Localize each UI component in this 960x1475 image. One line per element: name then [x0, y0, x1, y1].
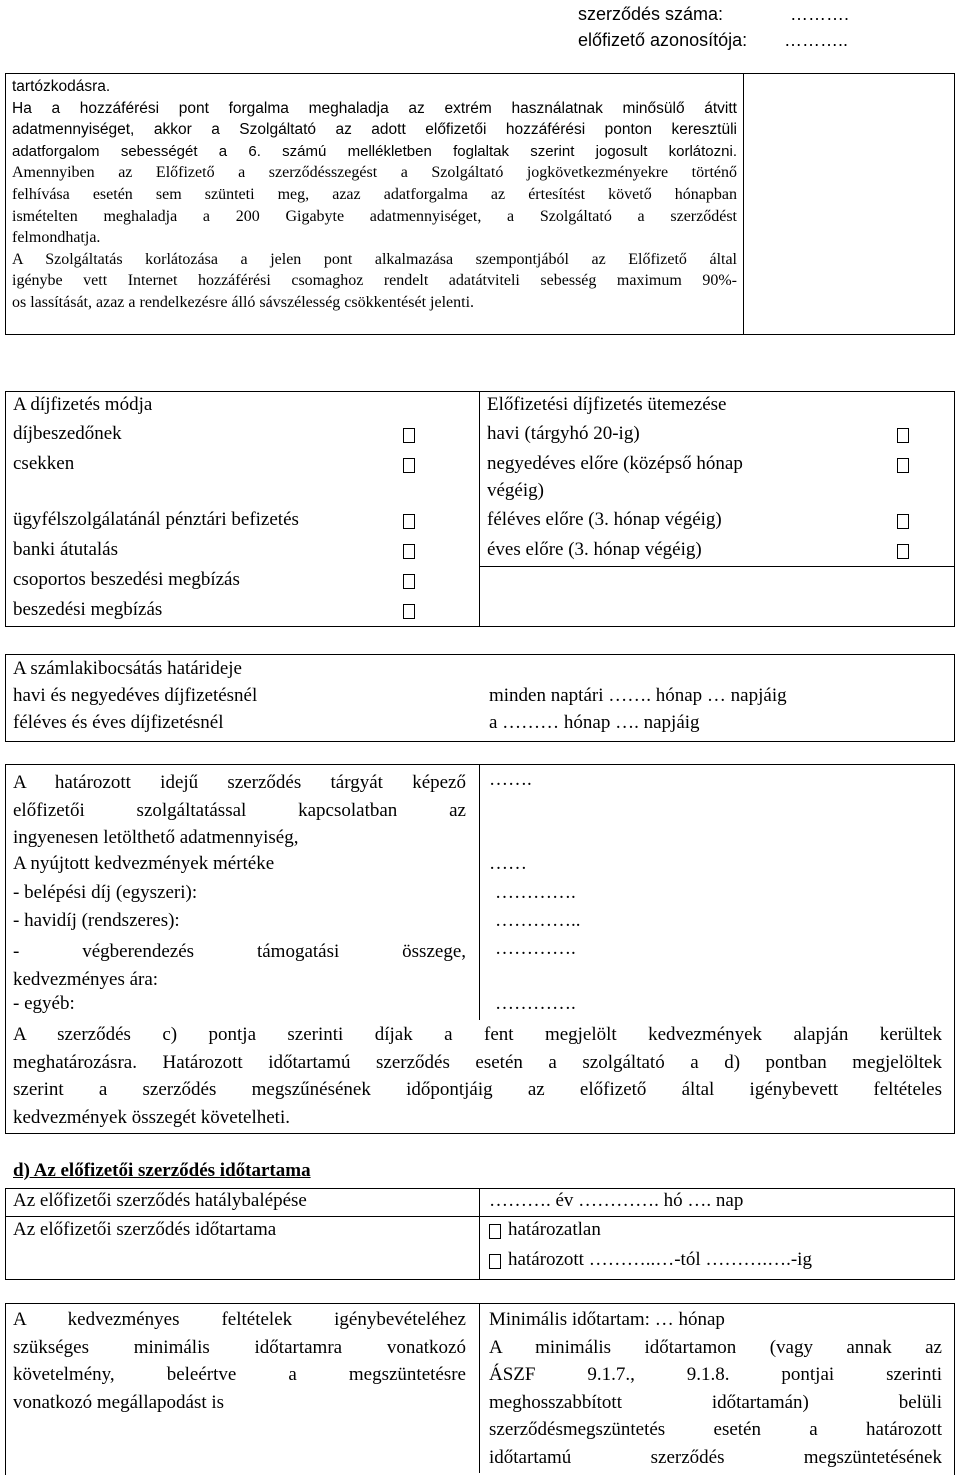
intro-line: tartózkodásra.: [12, 78, 111, 95]
device-value: ………….: [495, 938, 576, 959]
contract-number-value: ……….: [790, 4, 850, 24]
download-value: …….: [489, 769, 532, 790]
payment-divider: [479, 391, 480, 627]
download-line: előfizetői szolgáltatással kapcsolatban az: [13, 799, 466, 821]
method-bank-transfer: banki átutalás: [13, 539, 118, 560]
schedule-yearly-checkbox[interactable]: [897, 544, 909, 559]
payment-method-title: A díjfizetés módja: [13, 394, 153, 415]
intro-line: igénybe vett Internet hozzáférési csomaghoz rendelt adatátviteli sebesség maximum 90%-: [12, 272, 737, 290]
method-group-collection-checkbox[interactable]: [403, 574, 415, 589]
method-collection-order: beszedési megbízás: [13, 599, 163, 620]
download-line: A határozott idejű szerződés tárgyát képező: [13, 772, 466, 793]
invoice-row2-value: a ……… hónap …. napjáig: [489, 712, 700, 733]
intro-line: Ha a hozzáférési pont forgalma meghaladja az extrém használatnak minősülő átvitt: [12, 99, 737, 117]
subscriber-id-value: ………..: [784, 30, 849, 50]
note-line: A szerződés c) pontja szerinti díjak a fent megjelölt kedvezmények alapján kerültek: [13, 1024, 942, 1045]
schedule-yearly: éves előre (3. hónap végéig): [487, 539, 702, 560]
method-collection-order-checkbox[interactable]: [403, 604, 415, 619]
minimum-right-line: Minimális időtartam: … hónap: [489, 1309, 725, 1330]
intro-line: Amennyiben az Előfizető a szerződésszegést a Szolgáltató jogkövetkezményekre történő: [12, 164, 737, 182]
monthly-fee-value: …………..: [495, 910, 581, 931]
intro-line: os lassítását, azaz a rendelkezésre álló sávszélesség csökkentését jelenti.: [12, 293, 475, 311]
schedule-half-year: féléves előre (3. hónap végéig): [487, 509, 722, 530]
contract-number-label: szerződés száma:: [578, 4, 724, 24]
intro-divider: [743, 73, 744, 335]
device-line: kedvezményes ára:: [13, 968, 159, 990]
entry-fee-label: - belépési díj (egyszeri):: [13, 882, 198, 903]
invoice-row2-label: féléves és éves díjfizetésnél: [13, 712, 224, 733]
minimum-left-line: vonatkozó megállapodást is: [13, 1391, 225, 1413]
schedule-quarterly: negyedéves előre (középső hónap: [487, 453, 743, 474]
duration-heading: d) Az előfizetői szerződés időtartama: [13, 1160, 311, 1181]
device-line: - végberendezés támogatási összege,: [13, 941, 466, 962]
note-line: szerint a szerződés megszűnésének időpontjáig az előfizető által igénybevett feltételes: [13, 1079, 942, 1100]
benefit-value: ……: [489, 853, 527, 874]
device-label: [13, 938, 466, 993]
intro-line: A Szolgáltatás korlátozása a jelen pont alkalmazása szempontjából az Előfizető által: [12, 250, 737, 268]
minimum-right-line: ÁSZF 9.1.7., 9.1.8. pontjai szerinti: [489, 1364, 942, 1385]
method-bank-transfer-checkbox[interactable]: [403, 544, 415, 559]
minimum-divider: [479, 1303, 480, 1473]
minimum-right-text: [489, 1306, 942, 1471]
invoice-row1-value: minden naptári ……. hónap … napjáig: [489, 685, 787, 706]
method-direct-collector: díjbeszedőnek: [13, 423, 122, 444]
indefinite-checkbox[interactable]: [489, 1224, 501, 1239]
invoice-title: A számlakibocsátás határideje: [13, 658, 242, 679]
minimum-right-line: A minimális időtartamon (vagy annak az: [489, 1336, 942, 1358]
note-line: meghatározásra. Határozott időtartamú szerződés esetén a szolgáltató a d) pontban megjelöltek: [13, 1051, 942, 1073]
intro-line: felmondhatja.: [12, 229, 101, 247]
schedule-half-year-checkbox[interactable]: [897, 514, 909, 529]
payment-row-divider: [479, 566, 955, 567]
download-label: [13, 769, 466, 852]
duration-row-divider: [5, 1216, 955, 1217]
minimum-left-line: követelmény, beleértve a megszüntetésre: [13, 1364, 466, 1385]
method-cashier-checkbox[interactable]: [403, 514, 415, 529]
definite-label: határozott ………..…-tól ……….….-ig: [508, 1249, 812, 1270]
benefit-label: A nyújtott kedvezmények mértéke: [13, 853, 275, 874]
minimum-right-line: szerződésmegszüntetés esetén a határozott: [489, 1419, 942, 1440]
other-label: - egyéb:: [13, 993, 75, 1014]
definite-checkbox[interactable]: [489, 1254, 501, 1269]
schedule-quarterly-cont: végéig): [487, 480, 544, 501]
intro-line: adatmennyiséget, akkor a Szolgáltató az adott előfizetői hozzáférési ponton keresztüli: [12, 121, 737, 139]
method-direct-collector-checkbox[interactable]: [403, 428, 415, 443]
method-cheque-checkbox[interactable]: [403, 458, 415, 473]
minimum-left-line: A kedvezményes feltételek igénybevételéhez: [13, 1309, 466, 1330]
schedule-monthly-checkbox[interactable]: [897, 428, 909, 443]
payment-schedule-title: Előfizetési díjfizetés ütemezése: [487, 394, 727, 415]
invoice-row1-label: havi és negyedéves díjfizetésnél: [13, 685, 258, 706]
schedule-monthly: havi (tárgyhó 20-ig): [487, 423, 640, 444]
minimum-left-line: szükséges minimális időtartamra vonatkozó: [13, 1336, 466, 1358]
method-cashier: ügyfélszolgálatánál pénztári befizetés: [13, 509, 299, 530]
note-line: kedvezmények összegét követelheti.: [13, 1106, 290, 1128]
intro-line: ismételten meghaladja a 200 Gigabyte adatmennyiséget, a Szolgáltató a szerződést: [12, 207, 737, 225]
indefinite-label: határozatlan: [508, 1219, 601, 1240]
duration-divider: [479, 1188, 480, 1280]
schedule-quarterly-checkbox[interactable]: [897, 458, 909, 473]
minimum-right-line: meghosszabbított időtartamán) belüli: [489, 1391, 942, 1413]
intro-line: felhívása esetén sem szünteti meg, azaz adatforgalma az értesítést követő hónapban: [12, 185, 737, 203]
intro-text: [12, 76, 737, 314]
entry-fee-value: ………….: [495, 882, 576, 903]
subscriber-id-label: előfizető azonosítója:: [578, 30, 748, 50]
effective-label: Az előfizetői szerződés hatálybalépése: [13, 1190, 307, 1211]
download-line: ingyenesen letölthető adatmennyiség,: [13, 827, 299, 848]
minimum-left-text: [13, 1306, 466, 1416]
monthly-fee-label: - havidíj (rendszeres):: [13, 910, 180, 931]
term-label: Az előfizetői szerződés időtartama: [13, 1219, 277, 1240]
minimum-right-line: időtartamú szerződés megszüntetésének: [489, 1446, 942, 1468]
discount-note: [13, 1021, 942, 1131]
method-cheque: csekken: [13, 453, 75, 474]
other-value: ………….: [495, 993, 576, 1014]
effective-value: ………. év …………. hó …. nap: [489, 1190, 744, 1211]
method-group-collection: csoportos beszedési megbízás: [13, 569, 240, 590]
discounts-divider: [479, 764, 480, 1020]
intro-line: adatforgalom sebességét a 6. számú mellékletben foglaltak szerint jogosult korlátozni.: [12, 142, 737, 160]
